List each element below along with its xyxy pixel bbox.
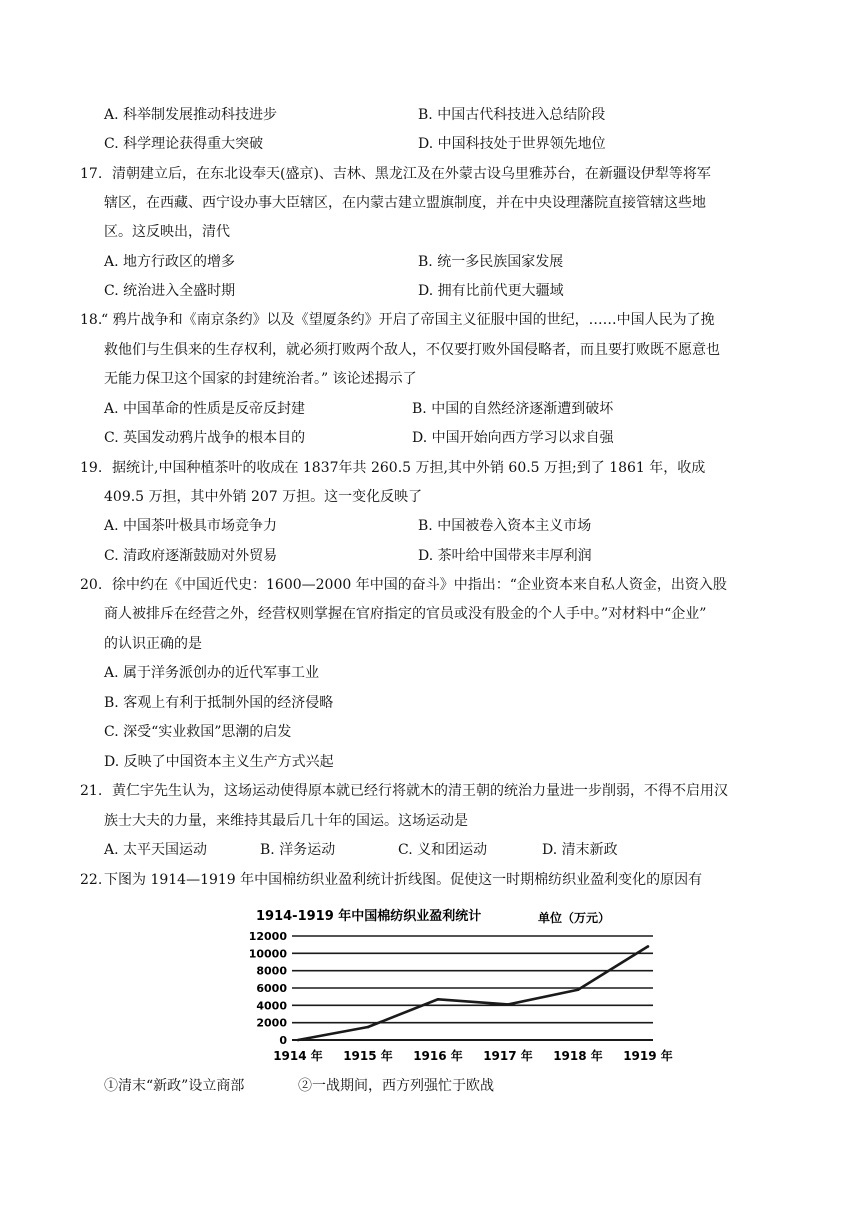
data-point: [367, 1026, 370, 1029]
q17-option-a: A. 地方行政区的增多: [104, 254, 236, 270]
q17-option-b: B. 统一多民族国家发展: [418, 254, 564, 270]
q16-option-a: A. 科举制发展推动科技进步: [104, 107, 278, 123]
q17-stem-line2: 辖区，在西藏、西宁设办事大臣辖区，在内蒙古建立盟旗制度，并在中央设理藩院直接管辖这些地: [104, 195, 706, 211]
chart-gridlines: [292, 936, 653, 1040]
q19-stem-line1: 据统计,中国种植茶叶的收成在 1837年共 260.5 万担,其中外销 60.5 万担;到了 1861 年，收成: [112, 460, 706, 476]
profit-line-chart: [248, 902, 678, 1072]
y-tick-label: 12000: [248, 930, 287, 943]
q21-option-d: D. 清末新政: [542, 842, 618, 858]
data-point: [577, 988, 580, 991]
y-tick-label: 0: [279, 1034, 287, 1047]
data-point: [647, 945, 650, 948]
q17-stem-line1: 清朝建立后，在东北设奉天(盛京)、吉林、黑龙江及在外蒙古设乌里雅苏台，在新疆设伊犁等将军: [112, 166, 711, 182]
data-point: [297, 1039, 300, 1042]
q19-option-d: D. 茶叶给中国带来丰厚利润: [418, 548, 592, 564]
x-tick-label: 1915 年: [343, 1049, 393, 1063]
profit-line: [298, 946, 648, 1040]
q20-stem-line3: 的认识正确的是: [104, 636, 202, 652]
q20-option-c: C. 深受“实业救国”思潮的启发: [104, 724, 292, 740]
q20-option-d: D. 反映了中国资本主义生产方式兴起: [104, 754, 334, 770]
q20-stem-line2: 商人被排斥在经营之外，经营权则掌握在官府指定的官员或没有股金的个人手中。”对材料中“企业”: [104, 606, 707, 622]
x-tick-label: 1919 年: [623, 1049, 673, 1063]
q17-stem-line3: 区。这反映出，清代: [104, 224, 230, 240]
q20-stem-line1: 徐中约在《中国近代史：1600—2000 年中国的奋斗》中指出：“企业资本来自私人资金，出资入股: [112, 577, 727, 593]
q18-option-a: A. 中国革命的性质是反帝反封建: [104, 401, 306, 417]
q18-option-b: B. 中国的自然经济逐渐遭到破坏: [412, 401, 614, 417]
q16-option-b: B. 中国古代科技进入总结阶段: [418, 107, 606, 123]
y-tick-label: 8000: [256, 964, 287, 978]
q18-option-d: D. 中国开始向西方学习以求自强: [412, 430, 614, 446]
q21-stem-line2: 族士大夫的力量，来维持其最后几十年的国运。这场运动是: [104, 813, 468, 829]
q21-option-a: A. 太平天国运动: [104, 842, 208, 858]
q20-number: 20.: [80, 577, 103, 593]
chart-title: 1914-1919 年中国棉纺织业盈利统计: [256, 909, 482, 924]
q21-stem-line1: 黄仁宇先生认为，这场运动使得原本就已经行将就木的清王朝的统治力量进一步削弱，不得不启用汉: [112, 783, 728, 799]
q18-stem-line3: 无能力保卫这个国家的封建统治者。” 该论述揭示了: [104, 371, 417, 387]
q18-stem-line1: “ 鸦片战争和《南京条约》以及《望厦条约》开启了帝国主义征服中国的世纪，……中国人民为了挽: [101, 312, 715, 328]
chart-x-tick-labels: [273, 1048, 673, 1063]
q16-option-d: D. 中国科技处于世界领先地位: [418, 136, 606, 152]
q17-option-d: D. 拥有比前代更大疆域: [418, 283, 564, 299]
q17-number: 17.: [80, 166, 103, 182]
chart-y-tick-labels: [249, 930, 288, 1047]
chart-unit-label: 单位（万元）: [538, 911, 611, 925]
q19-option-b: B. 中国被卷入资本主义市场: [418, 518, 592, 534]
y-tick-label: 6000: [256, 982, 287, 995]
chart-series-profit: [297, 945, 650, 1041]
y-tick-label: 10000: [248, 947, 287, 961]
data-point: [507, 1003, 510, 1006]
q21-number: 21.: [80, 783, 103, 799]
q19-option-a: A. 中国茶叶极具市场竞争力: [104, 518, 278, 534]
q18-option-c: C. 英国发动鸦片战争的根本目的: [104, 430, 306, 446]
q20-option-a: A. 属于洋务派创办的近代军事工业: [104, 665, 320, 681]
q22-number: 22.: [80, 872, 103, 888]
q17-option-c: C. 统治进入全盛时期: [104, 283, 236, 299]
q19-option-c: C. 清政府逐渐鼓励对外贸易: [104, 548, 278, 564]
q18-number: 18.: [80, 312, 103, 328]
x-tick-label: 1918 年: [553, 1049, 603, 1063]
q19-number: 19.: [80, 460, 103, 476]
x-tick-label: 1916 年: [413, 1049, 463, 1063]
x-tick-label: 1914 年: [273, 1049, 323, 1063]
q22-item-1: ①清末“新政”设立商部: [104, 1078, 245, 1094]
data-point: [437, 998, 440, 1001]
y-tick-label: 4000: [256, 999, 287, 1013]
q16-option-c: C. 科学理论获得重大突破: [104, 136, 264, 152]
q21-option-c: C. 义和团运动: [398, 842, 488, 858]
x-tick-label: 1917 年: [483, 1049, 533, 1063]
q20-option-b: B. 客观上有利于抵制外国的经济侵略: [104, 695, 334, 711]
q19-stem-line2: 409.5 万担，其中外销 207 万担。这一变化反映了: [104, 489, 423, 505]
y-tick-label: 2000: [256, 1016, 287, 1030]
q21-option-b: B. 洋务运动: [260, 842, 336, 858]
q22-stem-line1: 下图为 1914—1919 年中国棉纺织业盈利统计折线图。促使这一时期棉纺织业盈利变化的原因有: [104, 872, 703, 888]
q22-item-2: ②一战期间，西方列强忙于欧战: [298, 1078, 494, 1094]
q18-stem-line2: 救他们与生俱来的生存权利，就必须打败两个敌人，不仅要打败外国侵略者，而且要打败既不愿意也: [104, 342, 720, 358]
